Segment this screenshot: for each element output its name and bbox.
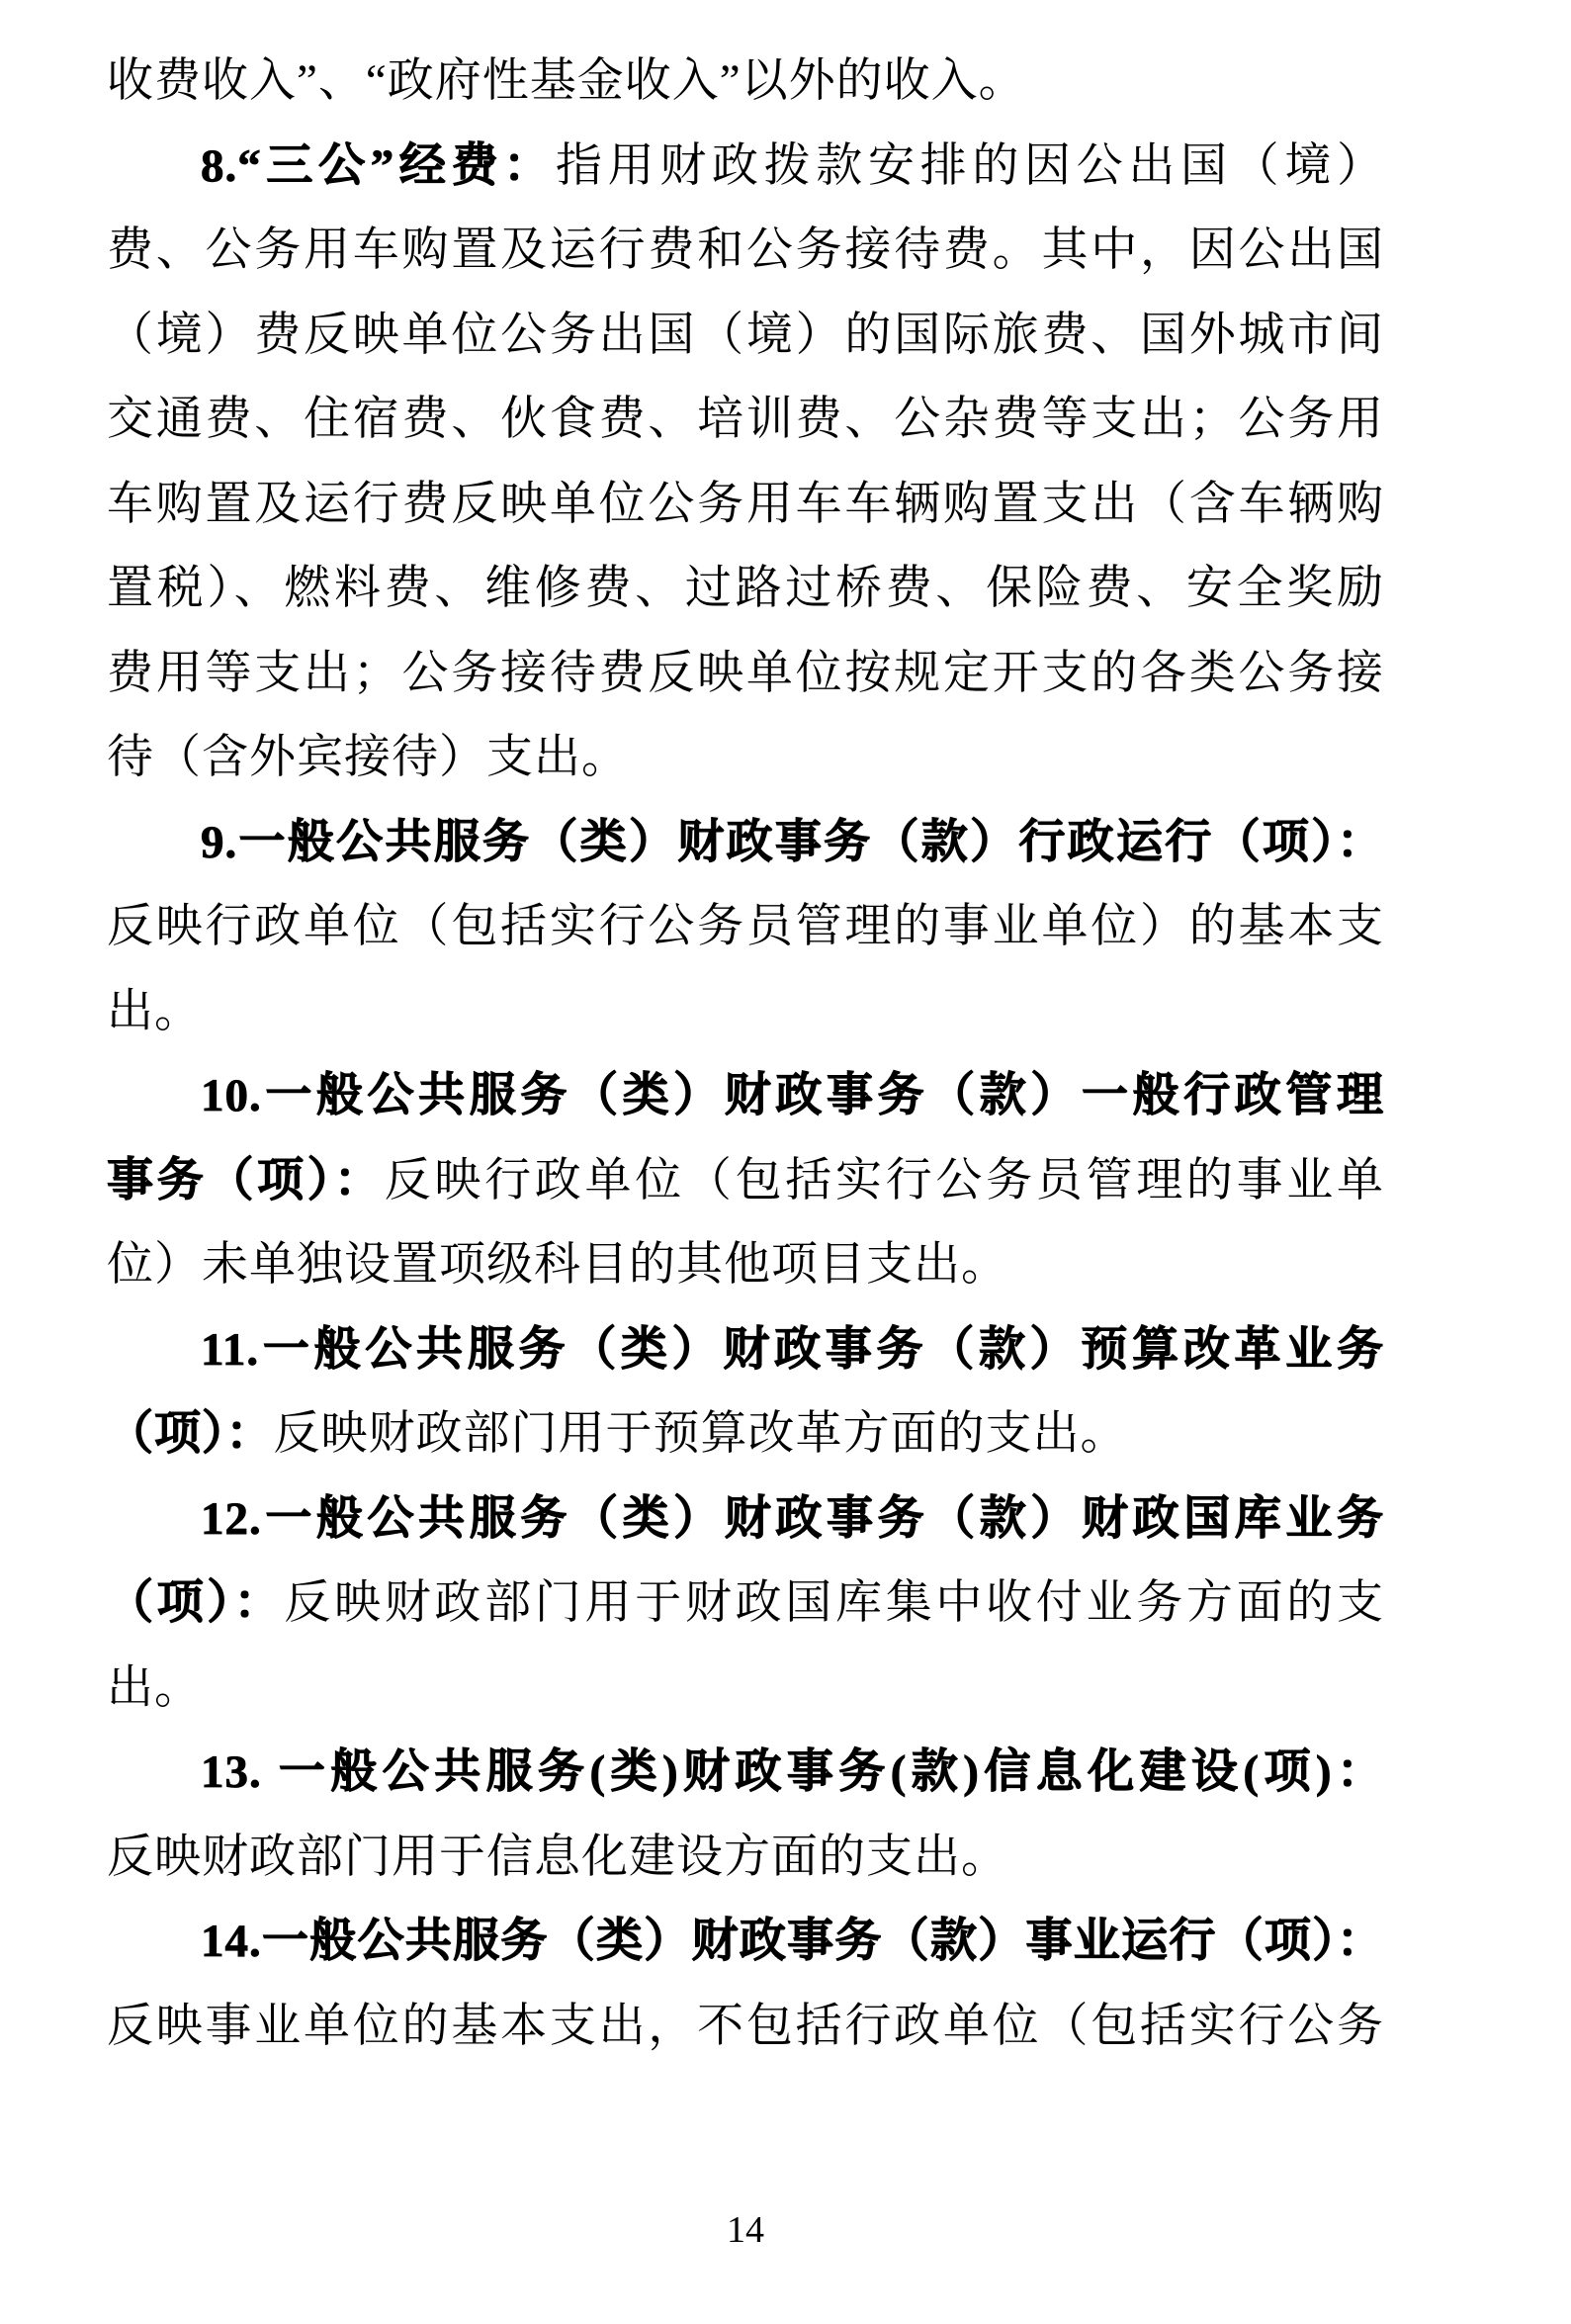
text-line: [107, 463, 1384, 548]
text-segment: 反映事业单位的基本支出，不包括行政单位（包括实行公务: [107, 2000, 1384, 2052]
text-line: [107, 209, 1384, 294]
document-body: [107, 40, 1384, 2069]
text-segment: 反映行政单位（包括实行公务员管理的事业单: [384, 1154, 1385, 1207]
text-line: [107, 1477, 1384, 1563]
text-line: [107, 378, 1384, 463]
text-line: [107, 1308, 1384, 1393]
text-segment: 反映财政部门用于信息化建设方面的支出。: [107, 1831, 1008, 1883]
text-line: [107, 1392, 1384, 1477]
text-line: [107, 547, 1384, 632]
text-line: [107, 970, 1384, 1055]
text-line: [107, 1985, 1384, 2070]
text-segment: （境）费反映单位公务出国（境）的国际旅费、国外城市间: [107, 309, 1384, 361]
text-line: [107, 801, 1384, 886]
text-line: [107, 632, 1384, 717]
text-line: [107, 1900, 1384, 1985]
text-segment: 收费收入”、“政府性基金收入”以外的收入。: [107, 55, 1026, 107]
bold-text-segment: 9.一般公共服务（类）财政事务（款）行政运行（项）：: [201, 816, 1384, 868]
text-segment: 费用等支出；公务接待费反映单位按规定开支的各类公务接: [107, 647, 1384, 699]
text-line: [107, 885, 1384, 970]
text-line: [107, 716, 1384, 801]
text-line: [107, 1731, 1384, 1816]
text-line: [107, 1816, 1384, 1901]
text-line: [107, 40, 1384, 125]
text-segment: 出。: [107, 1661, 202, 1714]
text-line: [107, 294, 1384, 379]
text-segment: 费、公务用车购置及运行费和公务接待费。其中，因公出国: [107, 224, 1384, 276]
bold-text-segment: 11.一般公共服务（类）财政事务（款）预算改革业务: [201, 1323, 1384, 1376]
bold-text-segment: （项）：: [107, 1577, 285, 1629]
text-line: [107, 1139, 1384, 1224]
text-line: [107, 1562, 1384, 1647]
text-segment: 待（含外宾接待）支出。: [107, 732, 629, 783]
text-segment: 车购置及运行费反映单位公务用车车辆购置支出（含车辆购: [107, 478, 1384, 530]
bold-text-segment: 13. 一般公共服务(类)财政事务(款)信息化建设(项)：: [201, 1746, 1384, 1798]
bold-text-segment: 事务（项）：: [107, 1154, 385, 1207]
text-segment: 交通费、住宿费、伙食费、培训费、公杂费等支出；公务用: [107, 394, 1384, 445]
text-segment: 指用财政拨款安排的因公出国（境）: [555, 139, 1385, 192]
text-line: [107, 1647, 1384, 1732]
text-segment: 置税）、燃料费、维修费、过路过桥费、保险费、安全奖励: [107, 563, 1384, 614]
page-number: 14: [727, 2209, 764, 2251]
text-segment: 反映财政部门用于预算改革方面的支出。: [273, 1408, 1128, 1460]
text-segment: 反映财政部门用于财政国库集中收付业务方面的支: [284, 1577, 1385, 1629]
text-segment: 反映行政单位（包括实行公务员管理的事业单位）的基本支: [107, 901, 1384, 952]
bold-text-segment: （项）：: [107, 1408, 274, 1460]
text-line: [107, 1054, 1384, 1139]
text-line: [107, 1223, 1384, 1308]
text-segment: 位）未单独设置项级科目的其他项目支出。: [107, 1239, 1008, 1291]
bold-text-segment: 10.一般公共服务（类）财政事务（款）一般行政管理: [201, 1070, 1384, 1121]
bold-text-segment: 8.“三公”经费：: [201, 139, 556, 192]
bold-text-segment: 12.一般公共服务（类）财政事务（款）财政国库业务: [201, 1492, 1384, 1545]
text-line: [107, 125, 1384, 210]
bold-text-segment: 14.一般公共服务（类）财政事务（款）事业运行（项）：: [201, 1916, 1384, 1967]
text-segment: 出。: [107, 985, 202, 1037]
page-footer: [107, 2207, 1384, 2253]
